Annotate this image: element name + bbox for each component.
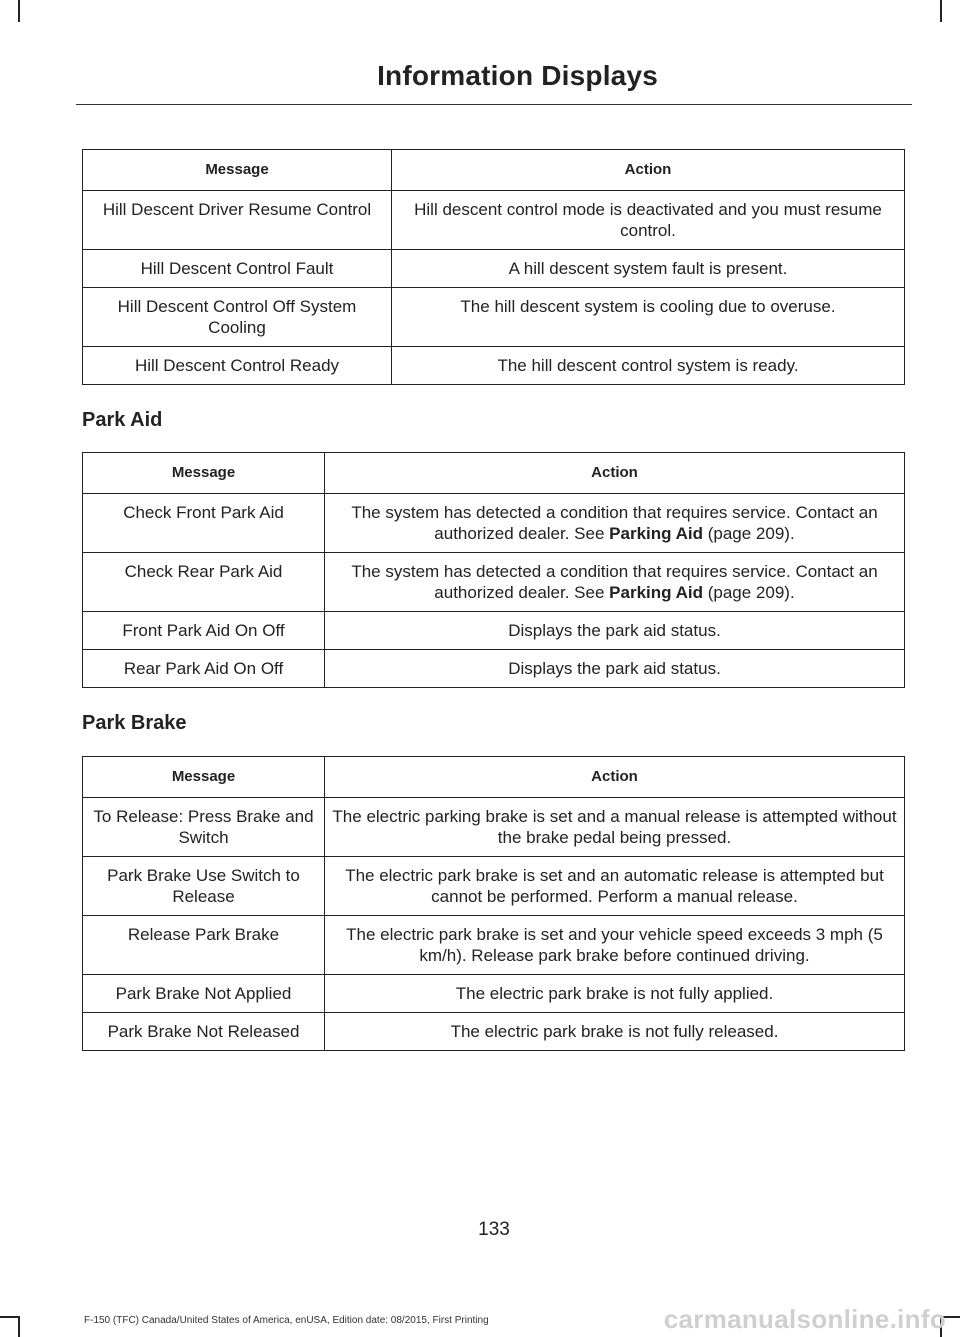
- action-cell: A hill descent system fault is present.: [392, 250, 905, 288]
- message-cell: Park Brake Use Switch to Release: [83, 857, 325, 916]
- crop-mark-bottom-left: [0, 1316, 20, 1318]
- message-cell: Hill Descent Control Off System Cooling: [83, 288, 392, 347]
- park-brake-table: [82, 756, 905, 1051]
- section-title-park-brake: Park Brake: [82, 712, 187, 734]
- message-cell: Front Park Aid On Off: [83, 612, 325, 650]
- action-text: The system has detected a condition that requires service. Contact an authorized dealer. See: [351, 562, 878, 602]
- page-reference: (page 209).: [703, 583, 795, 602]
- action-text: The system has detected a condition that requires service. Contact an authorized dealer. See: [351, 503, 878, 543]
- table-row: [83, 250, 905, 288]
- page-reference: (page 209).: [703, 524, 795, 543]
- action-cell: The hill descent system is cooling due to overuse.: [392, 288, 905, 347]
- table-row: [83, 553, 905, 612]
- table-row: [83, 612, 905, 650]
- table-row: [83, 1013, 905, 1051]
- table-row: [83, 347, 905, 385]
- table-row: [83, 798, 905, 857]
- message-cell: Park Brake Not Released: [83, 1013, 325, 1051]
- table-row: [83, 916, 905, 975]
- crop-mark-top-left: [18, 0, 20, 22]
- column-header-action: Action: [325, 757, 905, 798]
- action-cell: The electric park brake is not fully released.: [325, 1013, 905, 1051]
- action-cell: The electric parking brake is set and a manual release is attempted without the brake pedal being pressed.: [325, 798, 905, 857]
- message-cell: Hill Descent Control Ready: [83, 347, 392, 385]
- action-cell: The electric park brake is not fully applied.: [325, 975, 905, 1013]
- table-row: [83, 191, 905, 250]
- column-header-action: Action: [392, 150, 905, 191]
- header-divider: [76, 104, 912, 105]
- table-row: [83, 288, 905, 347]
- table-row: [83, 975, 905, 1013]
- hill-descent-table: [82, 149, 905, 385]
- action-cell: [325, 494, 905, 553]
- action-cell: Displays the park aid status.: [325, 612, 905, 650]
- action-cell: The hill descent control system is ready.: [392, 347, 905, 385]
- crop-mark-bottom-left-v: [18, 1316, 20, 1337]
- column-header-message: Message: [83, 453, 325, 494]
- section-title-park-aid: Park Aid: [82, 409, 163, 431]
- cross-reference-link[interactable]: Parking Aid: [609, 583, 703, 602]
- table-row: [83, 857, 905, 916]
- message-cell: Hill Descent Driver Resume Control: [83, 191, 392, 250]
- action-cell: The electric park brake is set and an automatic release is attempted but cannot be performed. Perform a manual release.: [325, 857, 905, 916]
- column-header-message: Message: [83, 150, 392, 191]
- column-header-action: Action: [325, 453, 905, 494]
- message-cell: Release Park Brake: [83, 916, 325, 975]
- action-cell: The electric park brake is set and your vehicle speed exceeds 3 mph (5 km/h). Release park brake before continued driving.: [325, 916, 905, 975]
- message-cell: Park Brake Not Applied: [83, 975, 325, 1013]
- watermark: carmanualsonline.info: [663, 1304, 946, 1334]
- table-header-row: [83, 757, 905, 798]
- table-header-row: [83, 453, 905, 494]
- column-header-message: Message: [83, 757, 325, 798]
- edition-note: F-150 (TFC) Canada/United States of America, enUSA, Edition date: 08/2015, First Printing: [84, 1315, 489, 1326]
- message-cell: To Release: Press Brake and Switch: [83, 798, 325, 857]
- message-cell: Rear Park Aid On Off: [83, 650, 325, 688]
- table-header-row: [83, 150, 905, 191]
- cross-reference-link[interactable]: Parking Aid: [609, 524, 703, 543]
- message-cell: Check Front Park Aid: [83, 494, 325, 553]
- park-aid-table: [82, 452, 905, 688]
- table-row: [83, 650, 905, 688]
- message-cell: Check Rear Park Aid: [83, 553, 325, 612]
- action-cell: Displays the park aid status.: [325, 650, 905, 688]
- page-title: Information Displays: [377, 60, 658, 91]
- action-cell: Hill descent control mode is deactivated and you must resume control.: [392, 191, 905, 250]
- page-number: 133: [478, 1219, 510, 1240]
- action-cell: [325, 553, 905, 612]
- table-row: [83, 494, 905, 553]
- crop-mark-top-right: [940, 0, 942, 22]
- message-cell: Hill Descent Control Fault: [83, 250, 392, 288]
